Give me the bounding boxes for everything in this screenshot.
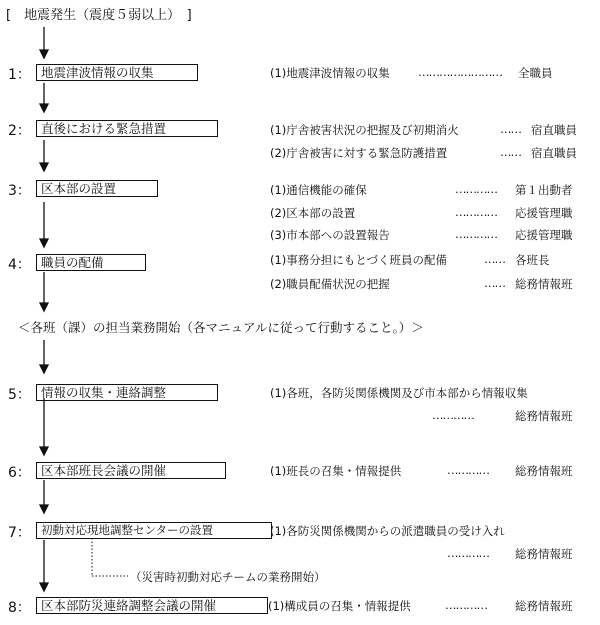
step-title: 区本部の設置 <box>41 181 117 196</box>
detail-role: 宿直職員 <box>531 146 577 160</box>
step-title: 直後における緊急措置 <box>41 121 167 136</box>
detail-role: 各班長 <box>515 253 550 267</box>
step-number: 2： <box>8 123 31 139</box>
detail-role: 総務情報班 <box>515 277 573 291</box>
detail-dots: …… <box>484 276 505 290</box>
step-title: 初動対応現地調整センターの設置 <box>41 523 214 537</box>
detail-dots: ………… <box>447 546 489 560</box>
detail-role: 総務情報班 <box>515 464 573 478</box>
detail-text: (1)事務分担にもとづく班員の配備 <box>270 253 448 267</box>
step-title-box <box>36 522 272 539</box>
detail-dots: ………… <box>455 227 497 241</box>
detail-text: (1)庁舎被害状況の把握及び初期消火 <box>270 123 459 137</box>
detail-role: 全職員 <box>518 66 553 80</box>
detail-text: (3)市本部への設置報告 <box>270 228 390 242</box>
detail-text: (1)各班，各防災関係機関及び市本部から情報収集 <box>270 386 528 400</box>
step-number: 1： <box>8 67 31 83</box>
detail-text: (1)班長の召集・情報提供 <box>270 464 402 478</box>
detail-dots: …… <box>500 122 521 136</box>
detail-role: 総務情報班 <box>515 409 573 423</box>
step-number: 3： <box>8 183 31 199</box>
step-title: 地震津波情報の収集 <box>41 65 154 80</box>
detail-dots: ………… <box>445 598 487 612</box>
trigger-header: [ 地震発生（震度５弱以上） ] <box>6 8 192 23</box>
detail-text: (2)庁舎被害に対する緊急防護措置 <box>270 146 448 160</box>
detail-dots: ………… <box>455 205 497 219</box>
detail-dots: ………… <box>455 182 497 196</box>
step-number: 5： <box>8 387 31 403</box>
detail-text: (2)職員配備状況の把握 <box>270 277 390 291</box>
step-title: 職員の配備 <box>41 255 104 270</box>
step-title-box <box>36 64 198 81</box>
step-title-box <box>36 254 146 271</box>
step-title: 区本部防災連絡調整会議の開催 <box>41 598 217 613</box>
step-title-box <box>36 462 226 479</box>
step-title-box <box>36 597 268 614</box>
detail-dots: …………………… <box>418 65 502 79</box>
detail-dots: ………… <box>432 408 474 422</box>
detail-dots: …… <box>484 252 505 266</box>
detail-text: (1)通信機能の確保 <box>270 183 367 197</box>
detail-dots: ………… <box>447 463 489 477</box>
step-number: 6： <box>8 465 31 481</box>
step-number: 8： <box>8 600 31 616</box>
detail-role: 総務情報班 <box>515 547 573 561</box>
detail-dots: …… <box>500 145 521 159</box>
detail-role: 総務情報班 <box>515 599 573 613</box>
detail-role: 第１出動者 <box>515 183 573 197</box>
detail-text: (1)地震津波情報の収集 <box>270 66 390 80</box>
phase-banner: ＜各班（課）の担当業務開始（各マニュアルに従って行動すること。）＞ <box>18 320 424 335</box>
step-number: 4： <box>8 257 31 273</box>
step-title: 区本部班長会議の開催 <box>41 463 167 478</box>
step-title-box <box>36 384 218 401</box>
step-title-box <box>36 180 158 197</box>
detail-text: (1)構成員の召集・情報提供 <box>268 599 411 613</box>
detail-role: 応援管理職 <box>515 206 573 220</box>
detail-text: (2)区本部の設置 <box>270 206 356 220</box>
step-number: 7： <box>8 525 31 541</box>
detail-role: 宿直職員 <box>531 123 577 137</box>
detail-text: (1)各防災関係機関からの派遣職員の受け入れ <box>270 524 505 538</box>
side-note: （災害時初動対応チームの業務開始） <box>130 570 326 584</box>
step-title-box <box>36 120 218 137</box>
step-title: 情報の収集・連絡調整 <box>41 385 167 400</box>
detail-role: 応援管理職 <box>515 228 573 242</box>
